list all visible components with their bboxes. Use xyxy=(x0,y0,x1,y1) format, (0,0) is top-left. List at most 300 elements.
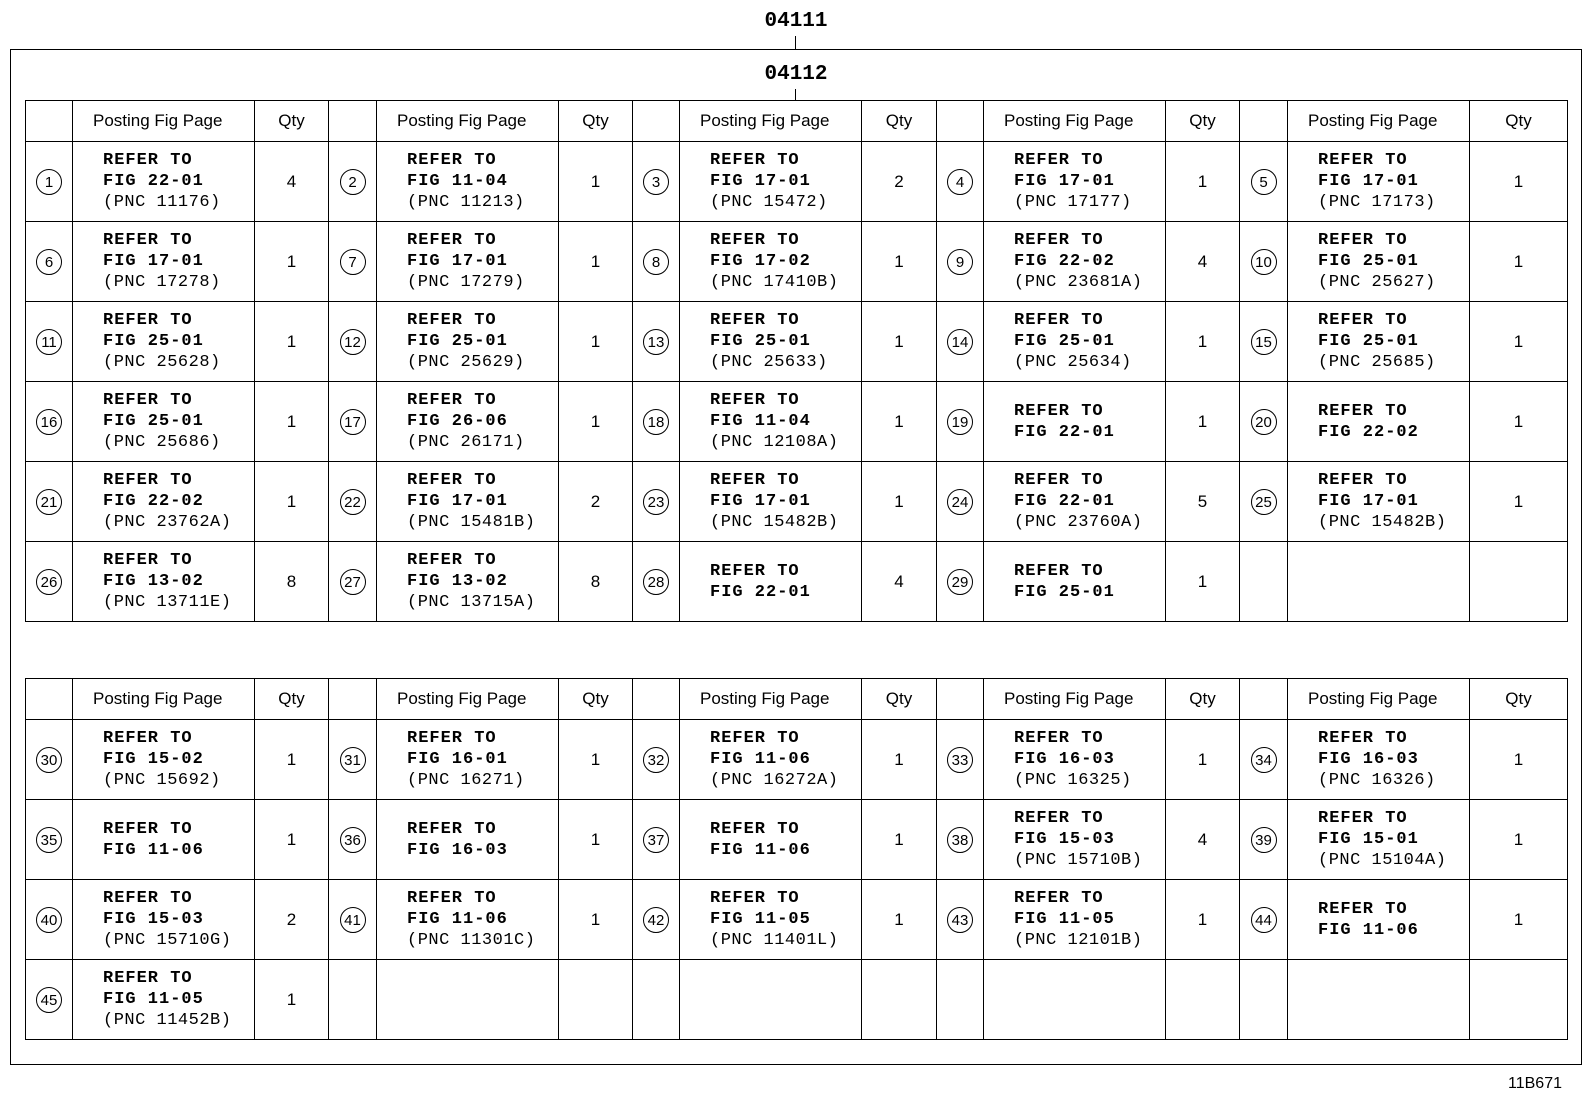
fig-reference: FIG 25-01 xyxy=(1318,332,1419,351)
reference-cell xyxy=(984,542,1166,622)
item-number: 3 xyxy=(643,169,669,195)
refer-to-text: REFER TO xyxy=(103,231,193,250)
item-number: 4 xyxy=(947,169,973,195)
qty-cell: 1 xyxy=(1470,800,1568,880)
item-number-cell xyxy=(1240,462,1288,542)
item-number: 38 xyxy=(947,827,973,853)
refer-to-text: REFER TO xyxy=(710,391,800,410)
refer-to-text: REFER TO xyxy=(407,471,497,490)
fig-reference: FIG 17-01 xyxy=(1014,172,1115,191)
qty-cell: 1 xyxy=(255,800,329,880)
reference-cell xyxy=(680,382,862,462)
qty-cell: 8 xyxy=(255,542,329,622)
item-number: 43 xyxy=(947,907,973,933)
item-number-cell xyxy=(633,720,680,800)
item-number-cell xyxy=(937,960,984,1040)
fig-reference: FIG 16-03 xyxy=(407,840,508,860)
item-number: 7 xyxy=(340,249,366,275)
qty-cell: 1 xyxy=(559,142,633,222)
pnc-reference: (PNC 25634) xyxy=(1014,353,1132,372)
item-number: 30 xyxy=(36,747,62,773)
header-qty: Qty xyxy=(559,679,633,720)
fig-reference: FIG 11-06 xyxy=(103,840,204,860)
refer-to-text: REFER TO xyxy=(407,729,497,748)
pnc-reference: (PNC 11401L) xyxy=(710,931,839,950)
qty-cell: 4 xyxy=(1166,800,1240,880)
refer-to-text: REFER TO xyxy=(1014,729,1104,748)
qty-cell: 1 xyxy=(862,880,937,960)
reference-cell xyxy=(1288,462,1470,542)
pnc-reference: (PNC 11301C) xyxy=(407,931,536,950)
item-number-cell xyxy=(937,800,984,880)
item-number-cell xyxy=(26,142,73,222)
pnc-reference: (PNC 11176) xyxy=(103,193,221,212)
header-posting-fig-page: Posting Fig Page xyxy=(984,679,1166,720)
table-row xyxy=(26,720,1568,800)
item-number-cell xyxy=(1240,720,1288,800)
fig-reference: FIG 25-01 xyxy=(710,332,811,351)
refer-to-text: REFER TO xyxy=(103,729,193,748)
fig-reference: FIG 22-02 xyxy=(1014,252,1115,271)
pnc-reference: (PNC 23681A) xyxy=(1014,273,1143,292)
fig-reference: FIG 17-01 xyxy=(1318,172,1419,191)
reference-cell xyxy=(984,302,1166,382)
item-number-cell xyxy=(633,800,680,880)
refer-to-text: REFER TO xyxy=(103,311,193,330)
header-qty: Qty xyxy=(1166,679,1240,720)
refer-to-text: REFER TO xyxy=(1014,151,1104,170)
item-number: 17 xyxy=(340,409,366,435)
reference-cell xyxy=(1288,382,1470,462)
pnc-reference: (PNC 15710B) xyxy=(1014,851,1143,870)
qty-cell: 1 xyxy=(559,720,633,800)
refer-to-text: REFER TO xyxy=(710,471,800,490)
header-posting-fig-page: Posting Fig Page xyxy=(984,101,1166,142)
header-num-cell xyxy=(1240,679,1288,720)
header-qty: Qty xyxy=(255,679,329,720)
header-num-cell xyxy=(937,101,984,142)
item-number: 39 xyxy=(1251,827,1277,853)
qty-cell: 4 xyxy=(255,142,329,222)
pnc-reference: (PNC 12108A) xyxy=(710,433,839,452)
refer-to-text: REFER TO xyxy=(710,819,800,839)
parts-table-2 xyxy=(25,678,1568,1040)
item-number: 32 xyxy=(643,747,669,773)
pnc-reference: (PNC 17177) xyxy=(1014,193,1132,212)
refer-to-text: REFER TO xyxy=(103,471,193,490)
table-row xyxy=(26,222,1568,302)
fig-reference: FIG 17-01 xyxy=(1318,492,1419,511)
item-number-cell xyxy=(329,720,377,800)
qty-cell: 1 xyxy=(255,302,329,382)
reference-cell xyxy=(377,382,559,462)
fig-reference: FIG 22-01 xyxy=(1014,492,1115,511)
reference-cell xyxy=(984,960,1166,1040)
header-qty: Qty xyxy=(1470,101,1568,142)
qty-cell: 1 xyxy=(559,302,633,382)
reference-cell xyxy=(984,222,1166,302)
fig-reference: FIG 13-02 xyxy=(103,572,204,591)
pnc-reference: (PNC 25686) xyxy=(103,433,221,452)
reference-cell xyxy=(73,382,255,462)
fig-reference: FIG 16-03 xyxy=(1014,750,1115,769)
fig-reference: FIG 17-01 xyxy=(710,492,811,511)
fig-reference: FIG 13-02 xyxy=(407,572,508,591)
qty-cell: 2 xyxy=(255,880,329,960)
pnc-reference: (PNC 15710G) xyxy=(103,931,232,950)
refer-to-text: REFER TO xyxy=(407,819,497,839)
item-number: 42 xyxy=(643,907,669,933)
reference-cell xyxy=(73,462,255,542)
refer-to-text: REFER TO xyxy=(103,551,193,570)
qty-cell: 1 xyxy=(1166,382,1240,462)
qty-cell: 4 xyxy=(1166,222,1240,302)
qty-cell: 1 xyxy=(559,382,633,462)
item-number: 13 xyxy=(643,329,669,355)
item-number: 36 xyxy=(340,827,366,853)
item-number: 12 xyxy=(340,329,366,355)
item-number-cell xyxy=(1240,960,1288,1040)
header-qty: Qty xyxy=(559,101,633,142)
reference-cell xyxy=(680,222,862,302)
fig-reference: FIG 17-01 xyxy=(407,492,508,511)
item-number-cell xyxy=(937,542,984,622)
item-number: 44 xyxy=(1251,907,1277,933)
refer-to-text: REFER TO xyxy=(710,729,800,748)
item-number-cell xyxy=(937,462,984,542)
reference-cell xyxy=(73,880,255,960)
pnc-reference: (PNC 25633) xyxy=(710,353,828,372)
qty-cell: 1 xyxy=(255,720,329,800)
reference-cell xyxy=(377,542,559,622)
fig-reference: FIG 25-01 xyxy=(1014,332,1115,351)
item-number-cell xyxy=(633,880,680,960)
reference-cell xyxy=(73,960,255,1040)
pnc-reference: (PNC 23762A) xyxy=(103,513,232,532)
fig-reference: FIG 11-06 xyxy=(710,840,811,860)
qty-cell: 1 xyxy=(255,462,329,542)
table-row xyxy=(26,462,1568,542)
item-number-cell xyxy=(26,222,73,302)
item-number-cell xyxy=(26,542,73,622)
item-number-cell xyxy=(937,142,984,222)
qty-cell: 1 xyxy=(862,462,937,542)
item-number: 21 xyxy=(36,489,62,515)
fig-reference: FIG 25-01 xyxy=(407,332,508,351)
reference-cell xyxy=(1288,880,1470,960)
item-number-cell xyxy=(633,142,680,222)
pnc-reference: (PNC 13715A) xyxy=(407,593,536,612)
reference-cell xyxy=(984,142,1166,222)
header-num-cell xyxy=(1240,101,1288,142)
qty-cell: 5 xyxy=(1166,462,1240,542)
item-number: 18 xyxy=(643,409,669,435)
fig-reference: FIG 25-01 xyxy=(103,332,204,351)
fig-reference: FIG 22-02 xyxy=(1318,422,1419,442)
item-number: 27 xyxy=(340,569,366,595)
fig-reference: FIG 11-06 xyxy=(710,750,811,769)
qty-cell xyxy=(559,960,633,1040)
refer-to-text: REFER TO xyxy=(1318,401,1408,421)
reference-cell xyxy=(680,462,862,542)
item-number-cell xyxy=(26,960,73,1040)
refer-to-text: REFER TO xyxy=(1014,401,1104,421)
reference-cell xyxy=(377,222,559,302)
qty-cell: 1 xyxy=(1166,720,1240,800)
refer-to-text: REFER TO xyxy=(710,151,800,170)
item-number: 9 xyxy=(947,249,973,275)
header-num-cell xyxy=(937,679,984,720)
refer-to-text: REFER TO xyxy=(1014,561,1104,581)
item-number-cell xyxy=(937,720,984,800)
refer-to-text: REFER TO xyxy=(1318,809,1408,828)
item-number-cell xyxy=(26,880,73,960)
item-number: 2 xyxy=(340,169,366,195)
fig-reference: FIG 15-01 xyxy=(1318,830,1419,849)
qty-cell: 1 xyxy=(1166,142,1240,222)
reference-cell xyxy=(1288,302,1470,382)
table-row xyxy=(26,142,1568,222)
item-number-cell xyxy=(329,800,377,880)
item-number: 14 xyxy=(947,329,973,355)
pnc-reference: (PNC 15104A) xyxy=(1318,851,1447,870)
refer-to-text: REFER TO xyxy=(407,391,497,410)
qty-cell: 1 xyxy=(1470,222,1568,302)
reference-cell xyxy=(377,960,559,1040)
reference-cell xyxy=(73,142,255,222)
reference-cell xyxy=(377,720,559,800)
reference-cell xyxy=(1288,960,1470,1040)
item-number-cell xyxy=(26,800,73,880)
reference-cell xyxy=(1288,222,1470,302)
pnc-reference: (PNC 11213) xyxy=(407,193,525,212)
item-number: 35 xyxy=(36,827,62,853)
fig-reference: FIG 25-01 xyxy=(103,412,204,431)
reference-cell xyxy=(680,720,862,800)
qty-cell: 1 xyxy=(559,880,633,960)
header-qty: Qty xyxy=(1166,101,1240,142)
item-number-cell xyxy=(1240,880,1288,960)
reference-cell xyxy=(377,880,559,960)
item-number-cell xyxy=(1240,222,1288,302)
reference-cell xyxy=(680,142,862,222)
qty-cell xyxy=(1470,542,1568,622)
qty-cell: 1 xyxy=(1470,462,1568,542)
qty-cell: 1 xyxy=(255,382,329,462)
reference-cell xyxy=(680,302,862,382)
refer-to-text: REFER TO xyxy=(710,889,800,908)
qty-cell: 1 xyxy=(1470,880,1568,960)
refer-to-text: REFER TO xyxy=(1014,809,1104,828)
pnc-reference: (PNC 12101B) xyxy=(1014,931,1143,950)
qty-cell: 1 xyxy=(1470,720,1568,800)
assembly-label-04112: 04112 xyxy=(764,63,828,86)
header-num-cell xyxy=(633,679,680,720)
pnc-reference: (PNC 25627) xyxy=(1318,273,1436,292)
item-number: 20 xyxy=(1251,409,1277,435)
pnc-reference: (PNC 25628) xyxy=(103,353,221,372)
pnc-reference: (PNC 15472) xyxy=(710,193,828,212)
item-number-cell xyxy=(329,542,377,622)
item-number: 31 xyxy=(340,747,366,773)
item-number-cell xyxy=(937,382,984,462)
item-number-cell xyxy=(329,222,377,302)
item-number: 15 xyxy=(1251,329,1277,355)
reference-cell xyxy=(984,382,1166,462)
item-number: 11 xyxy=(36,329,62,355)
item-number-cell xyxy=(26,382,73,462)
reference-cell xyxy=(73,302,255,382)
fig-reference: FIG 26-06 xyxy=(407,412,508,431)
item-number-cell xyxy=(937,302,984,382)
header-posting-fig-page: Posting Fig Page xyxy=(680,101,862,142)
reference-cell xyxy=(1288,142,1470,222)
fig-reference: FIG 11-05 xyxy=(1014,910,1115,929)
refer-to-text: REFER TO xyxy=(1318,311,1408,330)
reference-cell xyxy=(73,542,255,622)
assembly-label-04111: 04111 xyxy=(764,10,828,33)
fig-reference: FIG 15-03 xyxy=(103,910,204,929)
header-num-cell xyxy=(26,679,73,720)
item-number-cell xyxy=(633,960,680,1040)
refer-to-text: REFER TO xyxy=(1318,151,1408,170)
item-number-cell xyxy=(329,302,377,382)
fig-reference: FIG 11-04 xyxy=(407,172,508,191)
item-number: 1 xyxy=(36,169,62,195)
refer-to-text: REFER TO xyxy=(1318,231,1408,250)
pnc-reference: (PNC 16325) xyxy=(1014,771,1132,790)
fig-reference: FIG 15-03 xyxy=(1014,830,1115,849)
fig-reference: FIG 15-02 xyxy=(103,750,204,769)
refer-to-text: REFER TO xyxy=(407,151,497,170)
document-code: 11B671 xyxy=(1508,1075,1562,1092)
refer-to-text: REFER TO xyxy=(1014,471,1104,490)
header-qty: Qty xyxy=(1470,679,1568,720)
qty-cell: 8 xyxy=(559,542,633,622)
reference-cell xyxy=(377,302,559,382)
reference-cell xyxy=(680,960,862,1040)
pnc-reference: (PNC 15692) xyxy=(103,771,221,790)
pnc-reference: (PNC 15481B) xyxy=(407,513,536,532)
refer-to-text: REFER TO xyxy=(407,231,497,250)
reference-cell xyxy=(984,800,1166,880)
refer-to-text: REFER TO xyxy=(1014,311,1104,330)
item-number: 26 xyxy=(36,569,62,595)
header-num-cell xyxy=(329,679,377,720)
item-number-cell xyxy=(1240,382,1288,462)
item-number: 16 xyxy=(36,409,62,435)
item-number-cell xyxy=(329,382,377,462)
pnc-reference: (PNC 17278) xyxy=(103,273,221,292)
qty-cell: 4 xyxy=(862,542,937,622)
leader-line-outer xyxy=(795,36,796,49)
qty-cell xyxy=(1470,960,1568,1040)
item-number-cell xyxy=(937,880,984,960)
qty-cell: 1 xyxy=(1470,382,1568,462)
reference-cell xyxy=(984,880,1166,960)
item-number: 10 xyxy=(1251,249,1277,275)
refer-to-text: REFER TO xyxy=(407,889,497,908)
refer-to-text: REFER TO xyxy=(103,969,193,988)
fig-reference: FIG 25-01 xyxy=(1014,582,1115,602)
item-number-cell xyxy=(1240,142,1288,222)
pnc-reference: (PNC 15482B) xyxy=(1318,513,1447,532)
header-posting-fig-page: Posting Fig Page xyxy=(73,101,255,142)
reference-cell xyxy=(1288,542,1470,622)
header-posting-fig-page: Posting Fig Page xyxy=(73,679,255,720)
refer-to-text: REFER TO xyxy=(103,889,193,908)
qty-cell: 1 xyxy=(255,960,329,1040)
header-qty: Qty xyxy=(255,101,329,142)
fig-reference: FIG 16-01 xyxy=(407,750,508,769)
item-number-cell xyxy=(26,720,73,800)
qty-cell: 1 xyxy=(1166,880,1240,960)
refer-to-text: REFER TO xyxy=(1318,471,1408,490)
item-number-cell xyxy=(1240,542,1288,622)
refer-to-text: REFER TO xyxy=(1014,889,1104,908)
item-number: 40 xyxy=(36,907,62,933)
fig-reference: FIG 22-02 xyxy=(103,492,204,511)
item-number: 45 xyxy=(36,987,62,1013)
qty-cell xyxy=(1166,960,1240,1040)
qty-cell: 1 xyxy=(862,222,937,302)
fig-reference: FIG 17-02 xyxy=(710,252,811,271)
fig-reference: FIG 11-05 xyxy=(710,910,811,929)
refer-to-text: REFER TO xyxy=(710,561,800,581)
reference-cell xyxy=(680,800,862,880)
item-number-cell xyxy=(633,382,680,462)
header-row xyxy=(26,679,1568,720)
item-number: 28 xyxy=(643,569,669,595)
pnc-reference: (PNC 25685) xyxy=(1318,353,1436,372)
item-number: 41 xyxy=(340,907,366,933)
fig-reference: FIG 16-03 xyxy=(1318,750,1419,769)
fig-reference: FIG 22-01 xyxy=(103,172,204,191)
qty-cell: 1 xyxy=(1166,302,1240,382)
qty-cell: 1 xyxy=(559,800,633,880)
pnc-reference: (PNC 17279) xyxy=(407,273,525,292)
pnc-reference: (PNC 16271) xyxy=(407,771,525,790)
reference-cell xyxy=(73,720,255,800)
reference-cell xyxy=(1288,720,1470,800)
pnc-reference: (PNC 25629) xyxy=(407,353,525,372)
header-num-cell xyxy=(633,101,680,142)
item-number: 24 xyxy=(947,489,973,515)
item-number-cell xyxy=(633,462,680,542)
item-number: 29 xyxy=(947,569,973,595)
item-number-cell xyxy=(1240,800,1288,880)
table-row xyxy=(26,302,1568,382)
qty-cell: 1 xyxy=(1470,302,1568,382)
fig-reference: FIG 17-01 xyxy=(103,252,204,271)
qty-cell: 1 xyxy=(559,222,633,302)
item-number-cell xyxy=(633,542,680,622)
item-number-cell xyxy=(26,302,73,382)
pnc-reference: (PNC 16326) xyxy=(1318,771,1436,790)
qty-cell: 2 xyxy=(559,462,633,542)
table-row xyxy=(26,542,1568,622)
pnc-reference: (PNC 26171) xyxy=(407,433,525,452)
pnc-reference: (PNC 23760A) xyxy=(1014,513,1143,532)
fig-reference: FIG 11-06 xyxy=(1318,920,1419,940)
refer-to-text: REFER TO xyxy=(103,819,193,839)
fig-reference: FIG 17-01 xyxy=(710,172,811,191)
header-num-cell xyxy=(26,101,73,142)
item-number-cell xyxy=(633,302,680,382)
reference-cell xyxy=(377,142,559,222)
refer-to-text: REFER TO xyxy=(710,311,800,330)
fig-reference: FIG 11-05 xyxy=(103,990,204,1009)
